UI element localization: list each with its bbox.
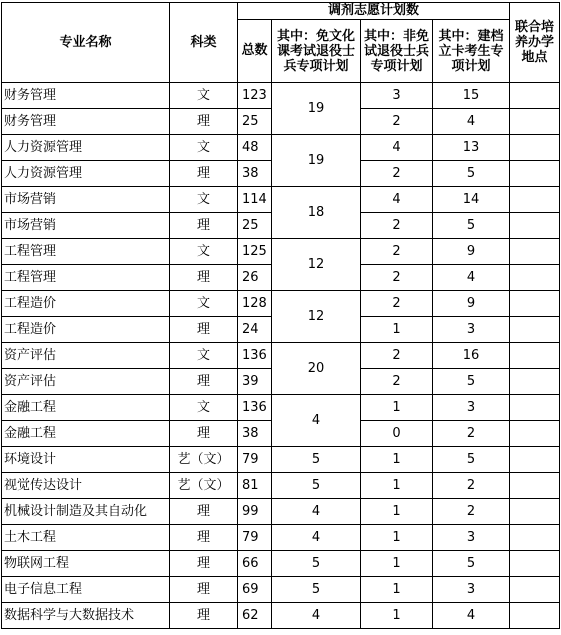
cell-non-exempt: 4 [361, 187, 433, 213]
cell-non-exempt: 1 [361, 317, 433, 343]
cell-non-exempt: 0 [361, 421, 433, 447]
enrollment-plan-table [1, 2, 560, 629]
cell-total: 81 [238, 473, 272, 499]
cell-major: 市场营销 [2, 213, 170, 239]
cell-joint-location [510, 291, 560, 317]
table-row [2, 499, 560, 525]
table-row [2, 239, 560, 265]
cell-major: 机械设计制造及其自动化 [2, 499, 170, 525]
table-row [2, 473, 560, 499]
cell-total: 69 [238, 577, 272, 603]
cell-non-exempt: 2 [361, 109, 433, 135]
table-row [2, 343, 560, 369]
table-body [2, 83, 560, 629]
cell-exempt-cultural: 4 [272, 395, 361, 447]
cell-exempt-cultural: 12 [272, 239, 361, 291]
cell-major: 电子信息工程 [2, 577, 170, 603]
cell-category: 理 [170, 421, 238, 447]
cell-category: 艺（文） [170, 473, 238, 499]
cell-poverty: 3 [433, 525, 510, 551]
table-row [2, 291, 560, 317]
cell-category: 理 [170, 265, 238, 291]
cell-category: 理 [170, 525, 238, 551]
cell-category: 文 [170, 291, 238, 317]
cell-major: 物联网工程 [2, 551, 170, 577]
cell-poverty: 4 [433, 265, 510, 291]
cell-total: 39 [238, 369, 272, 395]
cell-major: 金融工程 [2, 421, 170, 447]
cell-poverty: 4 [433, 109, 510, 135]
cell-joint-location [510, 83, 560, 109]
table-row [2, 187, 560, 213]
table-row [2, 525, 560, 551]
cell-poverty: 9 [433, 239, 510, 265]
cell-poverty: 9 [433, 291, 510, 317]
cell-poverty: 4 [433, 603, 510, 629]
cell-major: 财务管理 [2, 83, 170, 109]
cell-major: 人力资源管理 [2, 161, 170, 187]
cell-exempt-cultural: 5 [272, 577, 361, 603]
cell-category: 文 [170, 343, 238, 369]
cell-category: 文 [170, 187, 238, 213]
cell-exempt-cultural: 4 [272, 603, 361, 629]
cell-joint-location [510, 109, 560, 135]
cell-joint-location [510, 603, 560, 629]
cell-category: 艺（文） [170, 447, 238, 473]
cell-total: 123 [238, 83, 272, 109]
cell-poverty: 5 [433, 213, 510, 239]
table-row [2, 603, 560, 629]
cell-major: 工程造价 [2, 317, 170, 343]
header-exempt-cultural: 其中：免文化课考试退役士兵专项计划 [272, 20, 361, 83]
cell-major: 土木工程 [2, 525, 170, 551]
cell-joint-location [510, 265, 560, 291]
cell-poverty: 14 [433, 187, 510, 213]
table-row [2, 551, 560, 577]
cell-non-exempt: 1 [361, 525, 433, 551]
cell-poverty: 3 [433, 395, 510, 421]
cell-poverty: 5 [433, 161, 510, 187]
cell-joint-location [510, 499, 560, 525]
cell-non-exempt: 1 [361, 603, 433, 629]
cell-joint-location [510, 213, 560, 239]
cell-non-exempt: 1 [361, 577, 433, 603]
cell-non-exempt: 2 [361, 265, 433, 291]
cell-exempt-cultural: 19 [272, 135, 361, 187]
table-row [2, 135, 560, 161]
cell-total: 66 [238, 551, 272, 577]
cell-joint-location [510, 447, 560, 473]
cell-non-exempt: 1 [361, 447, 433, 473]
cell-major: 工程管理 [2, 265, 170, 291]
cell-total: 26 [238, 265, 272, 291]
cell-exempt-cultural: 20 [272, 343, 361, 395]
cell-category: 文 [170, 83, 238, 109]
cell-non-exempt: 1 [361, 395, 433, 421]
cell-category: 理 [170, 317, 238, 343]
cell-exempt-cultural: 12 [272, 291, 361, 343]
cell-total: 25 [238, 213, 272, 239]
header-poverty: 其中：建档立卡考生专项计划 [433, 20, 510, 83]
header-non-exempt: 其中：非免试退役士兵专项计划 [361, 20, 433, 83]
cell-non-exempt: 2 [361, 343, 433, 369]
cell-joint-location [510, 577, 560, 603]
cell-major: 工程造价 [2, 291, 170, 317]
cell-poverty: 5 [433, 447, 510, 473]
cell-exempt-cultural: 5 [272, 447, 361, 473]
cell-poverty: 16 [433, 343, 510, 369]
cell-non-exempt: 2 [361, 239, 433, 265]
cell-exempt-cultural: 4 [272, 499, 361, 525]
cell-category: 理 [170, 551, 238, 577]
cell-non-exempt: 2 [361, 369, 433, 395]
cell-category: 理 [170, 577, 238, 603]
cell-poverty: 15 [433, 83, 510, 109]
cell-major: 资产评估 [2, 369, 170, 395]
cell-category: 理 [170, 161, 238, 187]
cell-total: 38 [238, 421, 272, 447]
cell-category: 理 [170, 603, 238, 629]
cell-joint-location [510, 161, 560, 187]
cell-poverty: 3 [433, 577, 510, 603]
cell-category: 文 [170, 239, 238, 265]
cell-total: 79 [238, 525, 272, 551]
header-category: 科类 [170, 3, 238, 83]
cell-category: 理 [170, 213, 238, 239]
cell-non-exempt: 3 [361, 83, 433, 109]
cell-major: 数据科学与大数据技术 [2, 603, 170, 629]
cell-exempt-cultural: 5 [272, 551, 361, 577]
cell-joint-location [510, 317, 560, 343]
cell-total: 62 [238, 603, 272, 629]
cell-poverty: 2 [433, 473, 510, 499]
cell-poverty: 3 [433, 317, 510, 343]
cell-category: 理 [170, 109, 238, 135]
cell-total: 25 [238, 109, 272, 135]
cell-exempt-cultural: 19 [272, 83, 361, 135]
header-major: 专业名称 [2, 3, 170, 83]
header-joint-location: 联合培养办学地点 [510, 3, 560, 83]
cell-joint-location [510, 343, 560, 369]
cell-non-exempt: 1 [361, 551, 433, 577]
cell-poverty: 13 [433, 135, 510, 161]
cell-total: 79 [238, 447, 272, 473]
cell-major: 金融工程 [2, 395, 170, 421]
cell-major: 市场营销 [2, 187, 170, 213]
cell-joint-location [510, 187, 560, 213]
cell-total: 48 [238, 135, 272, 161]
table-row [2, 447, 560, 473]
cell-poverty: 5 [433, 551, 510, 577]
cell-non-exempt: 1 [361, 473, 433, 499]
cell-total: 24 [238, 317, 272, 343]
header-plan-group: 调剂志愿计划数 [238, 3, 510, 20]
cell-category: 文 [170, 135, 238, 161]
table-row [2, 577, 560, 603]
cell-total: 38 [238, 161, 272, 187]
cell-poverty: 2 [433, 499, 510, 525]
cell-major: 财务管理 [2, 109, 170, 135]
cell-total: 136 [238, 343, 272, 369]
cell-joint-location [510, 395, 560, 421]
cell-joint-location [510, 473, 560, 499]
cell-non-exempt: 2 [361, 213, 433, 239]
cell-total: 125 [238, 239, 272, 265]
cell-exempt-cultural: 4 [272, 525, 361, 551]
cell-major: 视觉传达设计 [2, 473, 170, 499]
cell-major: 环境设计 [2, 447, 170, 473]
cell-exempt-cultural: 18 [272, 187, 361, 239]
cell-major: 工程管理 [2, 239, 170, 265]
cell-category: 文 [170, 395, 238, 421]
cell-non-exempt: 2 [361, 291, 433, 317]
cell-poverty: 2 [433, 421, 510, 447]
cell-category: 理 [170, 369, 238, 395]
cell-major: 资产评估 [2, 343, 170, 369]
cell-joint-location [510, 369, 560, 395]
table-row [2, 83, 560, 109]
cell-non-exempt: 2 [361, 161, 433, 187]
cell-total: 136 [238, 395, 272, 421]
cell-major: 人力资源管理 [2, 135, 170, 161]
cell-poverty: 5 [433, 369, 510, 395]
table-row [2, 395, 560, 421]
cell-exempt-cultural: 5 [272, 473, 361, 499]
cell-joint-location [510, 551, 560, 577]
header-total: 总数 [238, 20, 272, 83]
cell-joint-location [510, 525, 560, 551]
cell-non-exempt: 1 [361, 499, 433, 525]
cell-total: 99 [238, 499, 272, 525]
cell-non-exempt: 4 [361, 135, 433, 161]
cell-joint-location [510, 135, 560, 161]
cell-total: 128 [238, 291, 272, 317]
cell-category: 理 [170, 499, 238, 525]
cell-total: 114 [238, 187, 272, 213]
cell-joint-location [510, 421, 560, 447]
cell-joint-location [510, 239, 560, 265]
